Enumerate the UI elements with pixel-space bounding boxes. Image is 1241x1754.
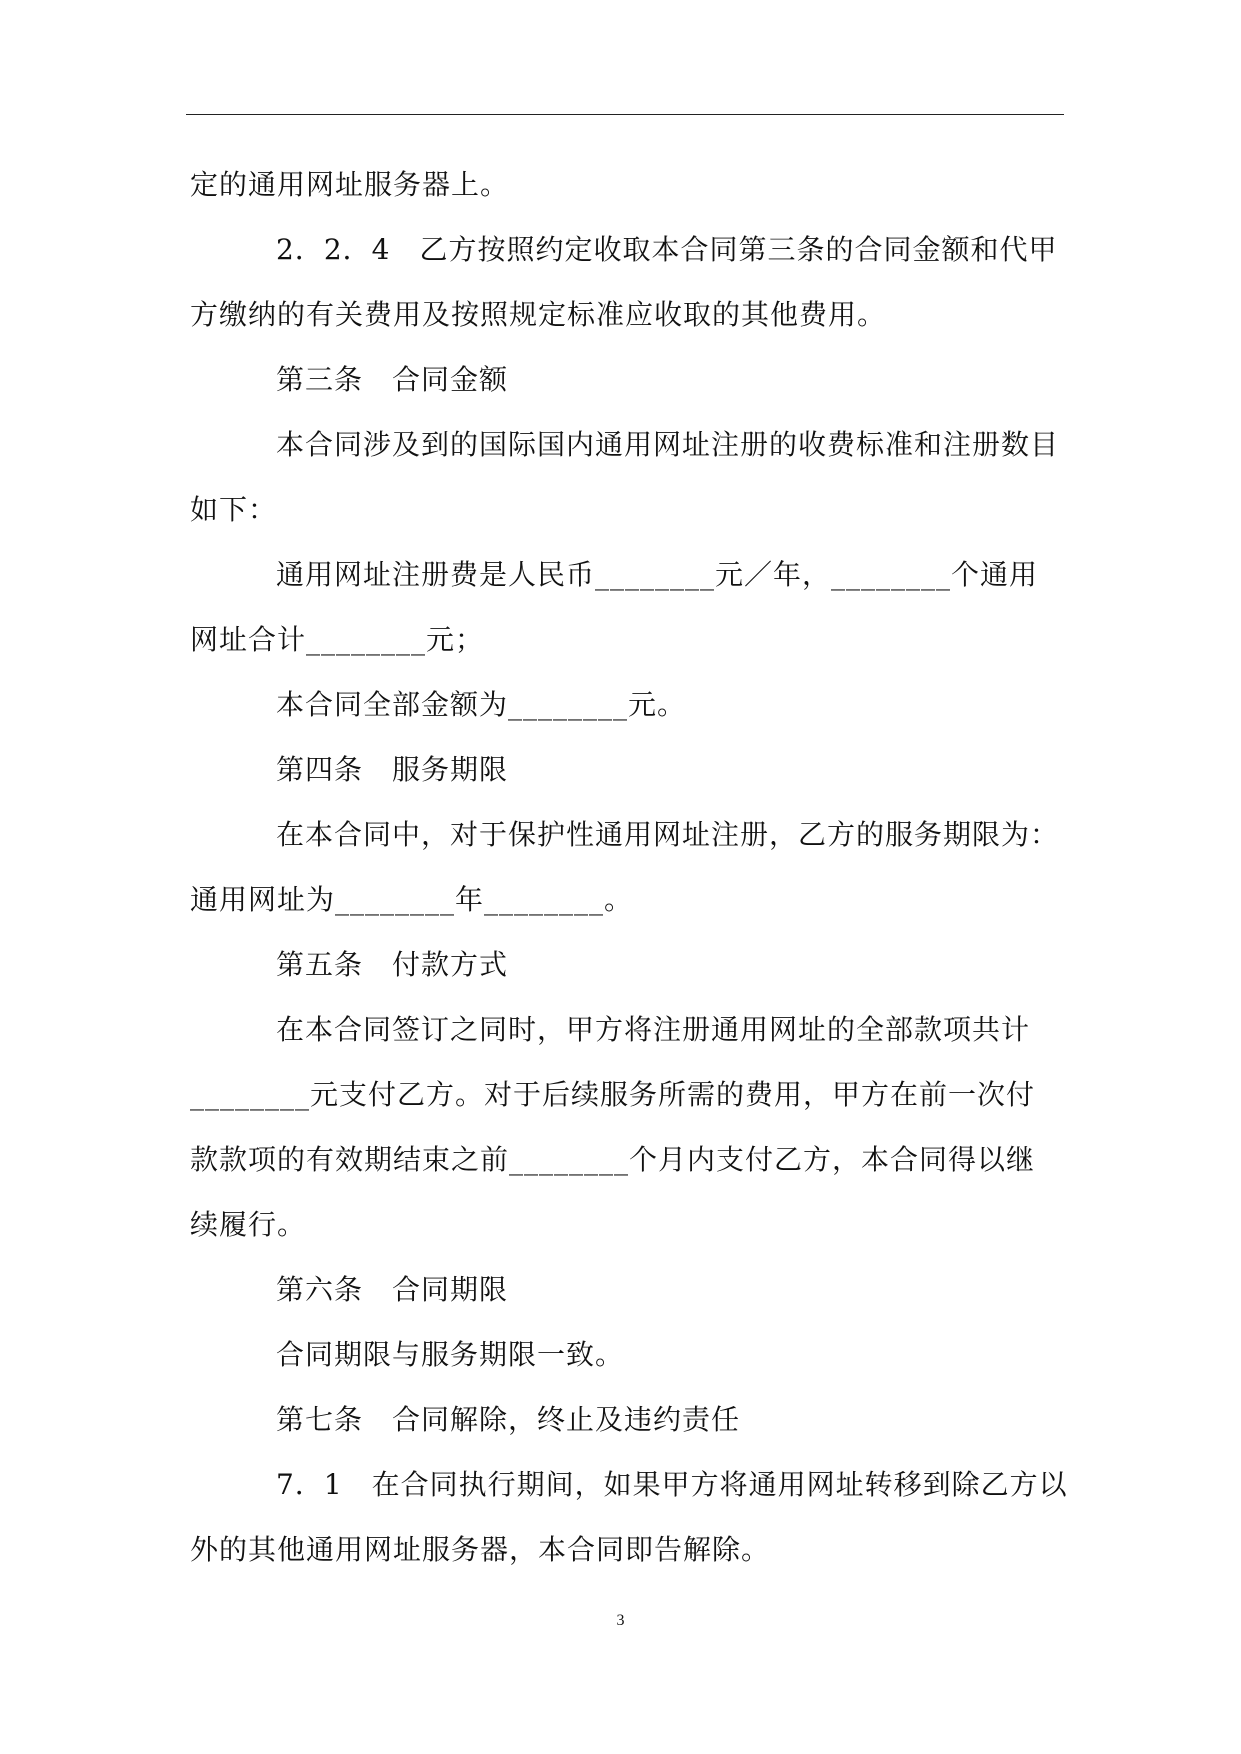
header-rule (186, 114, 1064, 115)
clause-7-1: 7．1 在合同执行期间，如果甲方将通用网址转移到除乙方以 (276, 1468, 1068, 1501)
text-line: 通用网址为________年________。 (190, 883, 634, 916)
text-line: 在本合同中，对于保护性通用网址注册，乙方的服务期限为： (276, 818, 1060, 851)
text-line: 定的通用网址服务器上。 (190, 168, 510, 201)
article-6-heading: 第六条 合同期限 (276, 1273, 509, 1306)
article-7-heading: 第七条 合同解除，终止及违约责任 (276, 1403, 741, 1436)
page-number: 3 (616, 1612, 625, 1629)
document-body (190, 152, 1068, 1582)
clause-2-2-4: 2．2．4 乙方按照约定收取本合同第三条的合同金额和代甲 (276, 233, 1058, 266)
article-3-heading: 第三条 合同金额 (276, 363, 509, 396)
text-line: 在本合同签订之同时，甲方将注册通用网址的全部款项共计 (276, 1013, 1031, 1046)
article-5-heading: 第五条 付款方式 (276, 948, 509, 981)
text-line: ________元支付乙方。对于后续服务所需的费用，甲方在前一次付 (190, 1078, 1036, 1111)
text-line: 本合同涉及到的国际国内通用网址注册的收费标准和注册数目 (276, 428, 1060, 461)
text-line: 网址合计________元； (190, 623, 485, 656)
text-line: 外的其他通用网址服务器，本合同即告解除。 (190, 1533, 771, 1566)
text-line: 通用网址注册费是人民币________元／年，________个通用 (276, 558, 1039, 591)
text-line: 合同期限与服务期限一致。 (276, 1338, 625, 1371)
text-line: 续履行。 (190, 1208, 307, 1241)
article-4-heading: 第四条 服务期限 (276, 753, 509, 786)
text-line: 方缴纳的有关费用及按照规定标准应收取的其他费用。 (190, 298, 887, 331)
text-line: 款款项的有效期结束之前________个月内支付乙方，本合同得以继 (190, 1143, 1036, 1176)
text-line: 本合同全部金额为________元。 (276, 688, 687, 721)
text-line: 如下： (190, 493, 278, 526)
